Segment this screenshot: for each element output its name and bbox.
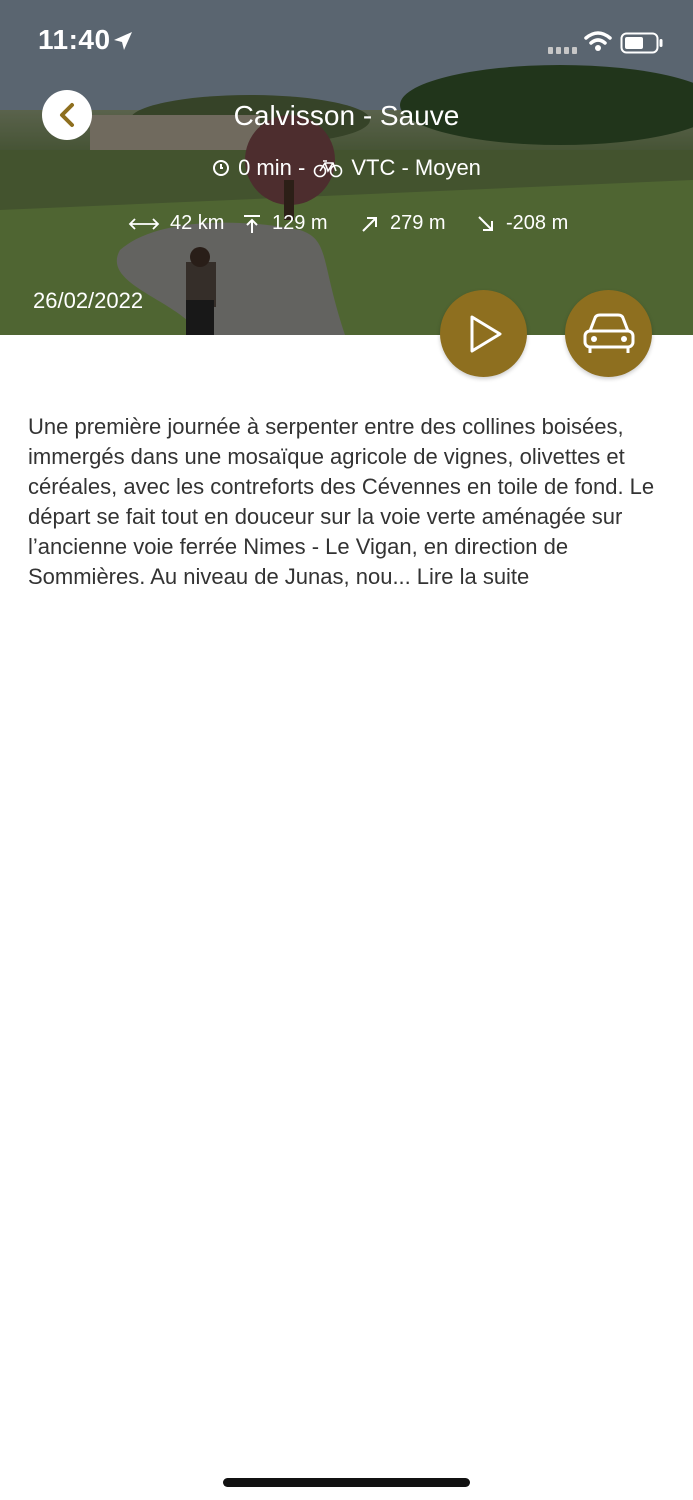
altitude-up-icon (242, 214, 262, 234)
stat-distance (128, 212, 224, 235)
play-button[interactable] (440, 290, 527, 377)
ascent-arrow-icon (360, 214, 380, 234)
descent-arrow-icon (476, 214, 496, 234)
distance-arrows-icon (128, 217, 160, 231)
stat-descent (476, 212, 568, 235)
stat-max-altitude (242, 212, 328, 235)
car-icon (580, 311, 638, 357)
stat-max-altitude-value: 129 m (272, 212, 328, 234)
bicycle-icon (313, 158, 343, 178)
route-description (28, 412, 658, 592)
status-time: 11:40 (38, 24, 111, 55)
route-date: 26/02/2022 (33, 288, 144, 313)
bike-type: VTC - Moyen (351, 155, 481, 180)
cellular-signal-icon (548, 44, 580, 54)
status-bar (0, 0, 693, 80)
drive-button[interactable] (565, 290, 652, 377)
wifi-icon (584, 30, 612, 52)
stat-ascent-value: 279 m (390, 212, 446, 234)
stat-distance-value: 42 km (170, 212, 225, 234)
route-title: Calvisson - Sauve (233, 100, 460, 131)
stat-ascent (360, 212, 446, 235)
stat-descent-value: -208 m (506, 212, 569, 234)
route-meta (0, 155, 693, 181)
route-duration: 0 min - (238, 155, 306, 180)
read-more-link[interactable]: Lire la suite (416, 564, 530, 589)
location-arrow-icon (112, 30, 134, 52)
play-icon (462, 312, 506, 356)
battery-icon (620, 32, 664, 54)
clock-icon (212, 159, 230, 177)
description-text: Une première journée à serpenter entre des collines boisées, immergés dans une mosaïque agricole de vignes, olivettes et céréales, avec les contreforts des Cévennes en toile de fond. Le départ se fait tout en douceur sur la voie verte aménagée sur l’ancienne voie ferrée Nimes - Le Vigan, en direction de Sommières. Au niveau de Junas, nou... (28, 414, 655, 589)
home-indicator[interactable] (223, 1478, 470, 1487)
